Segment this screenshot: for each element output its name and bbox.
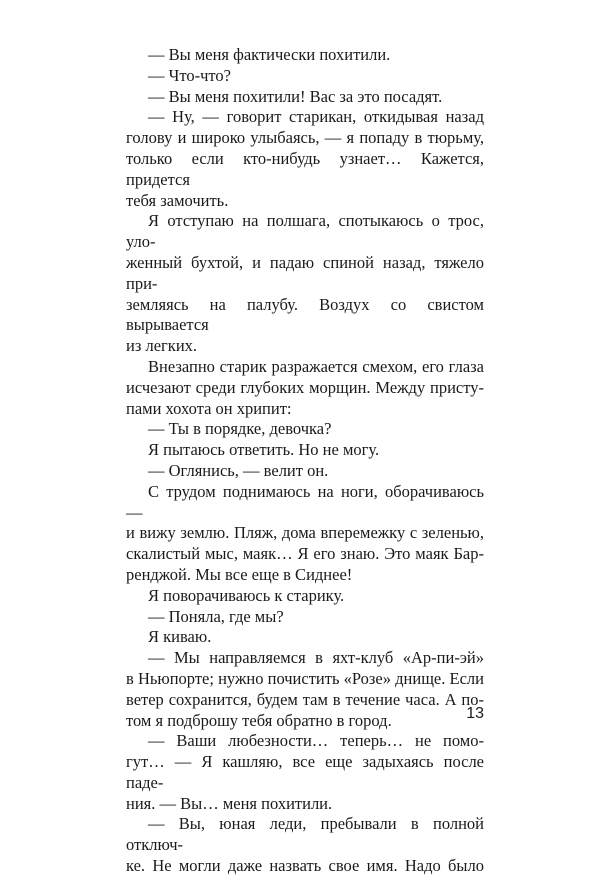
text-line: ния. — Вы… меня похитили. bbox=[126, 793, 333, 813]
text-line: Я поворачиваюсь к старику. bbox=[148, 585, 345, 605]
text-line: голову и широко улыбаясь, — я попаду в тюрьму, bbox=[126, 128, 484, 148]
text-line: — Вы, юная леди, пребывали в полной отключ- bbox=[126, 814, 484, 855]
text-line: ке. Не могли даже назвать свое имя. Надо было bbox=[126, 856, 484, 876]
text-line: — Вы меня фактически похитили. bbox=[148, 45, 391, 64]
text-line: — Оглянись, — велит он. bbox=[148, 460, 329, 480]
page-text-body bbox=[126, 45, 484, 877]
text-line: ренджой. Мы все еще в Сиднее! bbox=[126, 564, 353, 584]
text-line: — Ты в порядке, девочка? bbox=[148, 419, 332, 439]
text-line: скалистый мыс, маяк… Я его знаю. Это маяк Бар- bbox=[126, 544, 484, 564]
text-line: том я подброшу тебя обратно в город. bbox=[126, 710, 392, 730]
text-line: и вижу землю. Пляж, дома вперемежку с зеленью, bbox=[126, 523, 484, 543]
text-line: — Что-что? bbox=[148, 65, 231, 85]
text-line: гут… — Я кашляю, все еще задыхаясь после паде- bbox=[126, 752, 484, 792]
text-line: только если кто-нибудь узнает… Кажется, придется bbox=[126, 148, 484, 189]
text-line: Я отступаю на полшага, спотыкаюсь о трос, уло- bbox=[126, 211, 484, 252]
text-line: исчезают среди глубоких морщин. Между присту- bbox=[126, 377, 484, 397]
text-line: из легких. bbox=[126, 336, 198, 356]
text-line: — Поняла, где мы? bbox=[148, 606, 284, 626]
text-line: — Ну, — говорит старикан, откидывая назад bbox=[148, 107, 484, 127]
text-line: Внезапно старик разражается смехом, его глаза bbox=[148, 356, 484, 376]
text-line: — Мы направляемся в яхт-клуб «Ар-пи-эй» bbox=[148, 648, 484, 668]
text-line: Я киваю. bbox=[148, 627, 212, 647]
text-line: Я пытаюсь ответить. Но не могу. bbox=[148, 440, 380, 460]
text-line: — Вы меня похитили! Вас за это посадят. bbox=[148, 86, 443, 106]
text-line: тебя замочить. bbox=[126, 190, 229, 210]
text-line: земляясь на палубу. Воздух со свистом вырывается bbox=[126, 294, 484, 335]
page-number: 13 bbox=[466, 705, 484, 722]
text-line: женный бухтой, и падаю спиной назад, тяжело при- bbox=[126, 252, 484, 293]
text-line: — Ваши любезности… теперь… не помо- bbox=[148, 731, 484, 751]
text-line: в Ньюпорте; нужно почистить «Розе» днище. Если bbox=[126, 668, 484, 688]
text-line: С трудом поднимаюсь на ноги, оборачиваюсь — bbox=[126, 481, 484, 522]
text-line: ветер сохранится, будем там в течение часа. А по- bbox=[126, 689, 484, 709]
text-line: пами хохота он хрипит: bbox=[126, 398, 292, 418]
